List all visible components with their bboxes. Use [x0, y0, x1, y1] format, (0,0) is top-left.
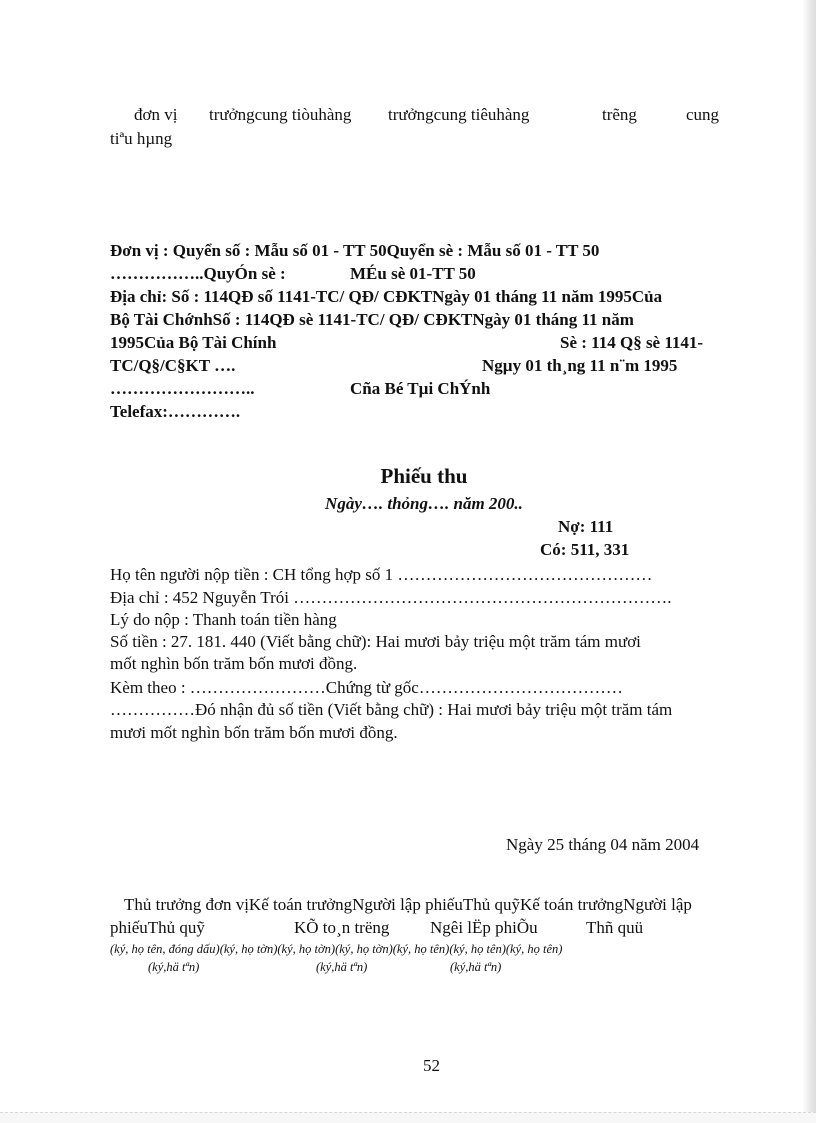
payer-address: Địa chỉ : 452 Nguyễn Trói …………………………………………………………. [110, 588, 672, 607]
page-edge-shadow-right [802, 0, 816, 1123]
signature-roles-line-2d: Thñ quü [586, 918, 644, 937]
signature-notes-line-1: (ký, họ tên, đóng dấu)(ký, họ tờn)(ký, họ tờn)(ký, họ tờn)(ký, họ tên)(ký, họ tên)(ký, họ tên) [110, 942, 563, 956]
received-line-1: ……………Đó nhận đủ số tiền (Viết bằng chữ) : Hai mươi bảy triệu một trăm tám [110, 700, 673, 719]
amount-line-1: Số tiền : 27. 181. 440 (Viết bằng chữ): Hai mươi bảy triệu một trăm tám mươi [110, 632, 641, 651]
receipt-credit: Có: 511, 331 [540, 540, 630, 559]
signature-note-c: (ký,hä tªn) [450, 960, 502, 974]
header-col-unit: đơn vị [134, 105, 178, 124]
received-line-2: mươi mốt nghìn bốn trăm bốn mươi đồng. [110, 723, 398, 742]
page-number: 52 [423, 1056, 440, 1075]
signature-note-b: (ký,hä tªn) [316, 960, 368, 974]
header-col-supply: cung [686, 105, 720, 124]
signature-roles-line-1: Thủ trưởng đơn vịKế toán trưởngNgười lập phiếuThủ quỹKế toán trưởngNgười lập [124, 895, 692, 914]
amount-line-2: mốt nghìn bốn trăm bốn mươi đồng. [110, 654, 358, 673]
org-line-address: Địa chỉ: Số : 114QĐ số 1141-TC/ QĐ/ CĐKTNgày 01 tháng 11 năm 1995Của [110, 287, 663, 306]
org-line-date: Ngµy 01 th¸ng 11 n¨m 1995 [482, 356, 678, 375]
payment-reason: Lý do nộp : Thanh toán tiền hàng [110, 610, 337, 629]
org-line-ministry: Bộ Tài ChớnhSố : 114QĐ sè 1141-TC/ QĐ/ CĐKTNgày 01 tháng 11 năm [110, 310, 634, 329]
payer-name: Họ tên người nộp tiền : CH tổng hợp số 1 ……………………………………… [110, 565, 653, 584]
signature-date: Ngày 25 tháng 04 năm 2004 [506, 835, 700, 854]
header-col-supply-head-2: trưởngcung tiêuhàng [388, 105, 530, 124]
org-line-decision: Sè : 114 Q§ sè 1141- [560, 333, 704, 352]
header-col-in: trẽng [602, 105, 637, 124]
org-line-telefax: Telefax:…………. [110, 402, 241, 421]
page-edge-shadow-bottom [0, 1112, 816, 1123]
org-line-book: ……………..QuyÓn sè : [110, 264, 286, 283]
signature-roles-line-2c: Ngêi lËp phiÕu [430, 918, 538, 937]
header-col-supply-head-1: trưởngcung tiòuhàng [209, 105, 352, 124]
org-line-unit: Đơn vị : Quyển số : Mẫu số 01 - TT 50Quyển sè : Mẫu số 01 - TT 50 [110, 241, 600, 260]
receipt-date-line: Ngày…. thỏng…. năm 200.. [325, 494, 523, 513]
receipt-debit: Nợ: 111 [558, 517, 614, 536]
org-line-form: MÉu sè 01-TT 50 [350, 264, 476, 283]
signature-roles-line-2a: phiếuThủ quỹ [110, 918, 205, 937]
org-line-dots: …………………….. [110, 379, 255, 398]
signature-note-a: (ký,hä tªn) [148, 960, 200, 974]
header-row-wrap: tiªu hµng [110, 129, 173, 148]
org-line-year: 1995Của Bộ Tài Chính [110, 333, 277, 352]
receipt-title: Phiếu thu [380, 464, 468, 488]
org-line-code: TC/Q§/C§KT …. [110, 356, 236, 375]
attachments-line: Kèm theo : ……………………Chứng từ gốc……………………………… [110, 678, 623, 697]
signature-roles-line-2b: KÕ to¸n trëng [294, 918, 390, 937]
org-line-of-ministry: Cña Bé Tµi ChÝnh [350, 379, 491, 398]
